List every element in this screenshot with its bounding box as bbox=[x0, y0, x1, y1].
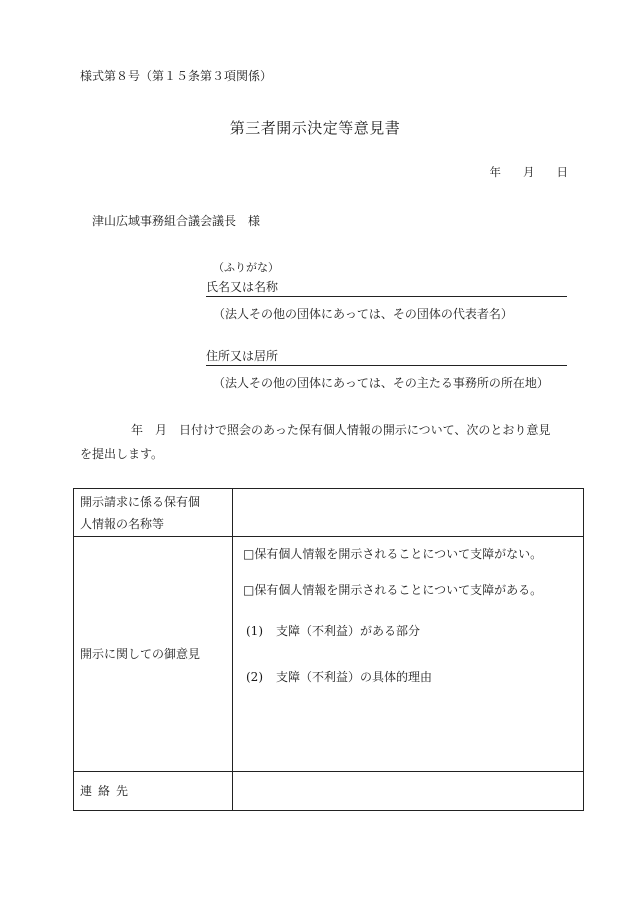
option-issue[interactable]: □保有個人情報を開示されることについて支障がある。 bbox=[243, 583, 543, 597]
name-label: 氏名又は名称 bbox=[206, 280, 279, 294]
sub-item-2 bbox=[243, 667, 573, 687]
opinion-table bbox=[73, 488, 584, 811]
address-label: 住所又は居所 bbox=[206, 349, 279, 363]
opinion-label-cell: 開示に関しての御意見 bbox=[74, 537, 233, 772]
table-row-opinion bbox=[74, 537, 584, 772]
sub-item-1-text: 支障（不利益）がある部分 bbox=[276, 624, 421, 638]
furigana-label: （ふりがな） bbox=[213, 261, 279, 274]
info-label-cell bbox=[74, 489, 233, 537]
address-field[interactable] bbox=[206, 348, 567, 366]
option-no-issue[interactable]: □保有個人情報を開示されることについて支障がない。 bbox=[243, 547, 543, 561]
sub-item-2-number: (2) bbox=[246, 670, 263, 684]
contact-value-cell[interactable] bbox=[233, 772, 584, 811]
form-number: 様式第８号（第１５条第３項関係） bbox=[80, 69, 273, 83]
document-title: 第三者開示決定等意見書 bbox=[229, 119, 401, 137]
table-row-info bbox=[74, 489, 584, 537]
statement-line-2: を提出します。 bbox=[80, 447, 164, 461]
name-note: （法人その他の団体にあっては、その団体の代表者名） bbox=[213, 307, 513, 321]
name-field[interactable] bbox=[206, 279, 567, 297]
info-value-cell[interactable] bbox=[233, 489, 584, 537]
date-year: 年 bbox=[489, 165, 501, 179]
sub-item-1 bbox=[243, 621, 573, 641]
sub-item-1-number: (1) bbox=[246, 624, 263, 638]
statement-line-1: 年 月 日付けで照会のあった保有個人情報の開示について、次のとおり意見 bbox=[131, 423, 551, 437]
address-note: （法人その他の団体にあっては、その主たる事務所の所在地） bbox=[213, 376, 549, 390]
contact-label-cell: 連絡先 bbox=[74, 772, 233, 811]
date-line bbox=[490, 164, 569, 180]
info-label-line-1: 開示請求に係る保有個 bbox=[80, 494, 201, 509]
table-row-contact bbox=[74, 772, 584, 811]
addressee: 津山広域事務組合議会議長 様 bbox=[92, 214, 261, 228]
opinion-value-cell bbox=[233, 537, 584, 772]
date-month: 月 bbox=[523, 165, 535, 179]
info-label-line-2: 人情報の名称等 bbox=[80, 516, 165, 531]
sub-item-2-text: 支障（不利益）の具体的理由 bbox=[276, 670, 433, 684]
date-day: 日 bbox=[556, 165, 568, 179]
